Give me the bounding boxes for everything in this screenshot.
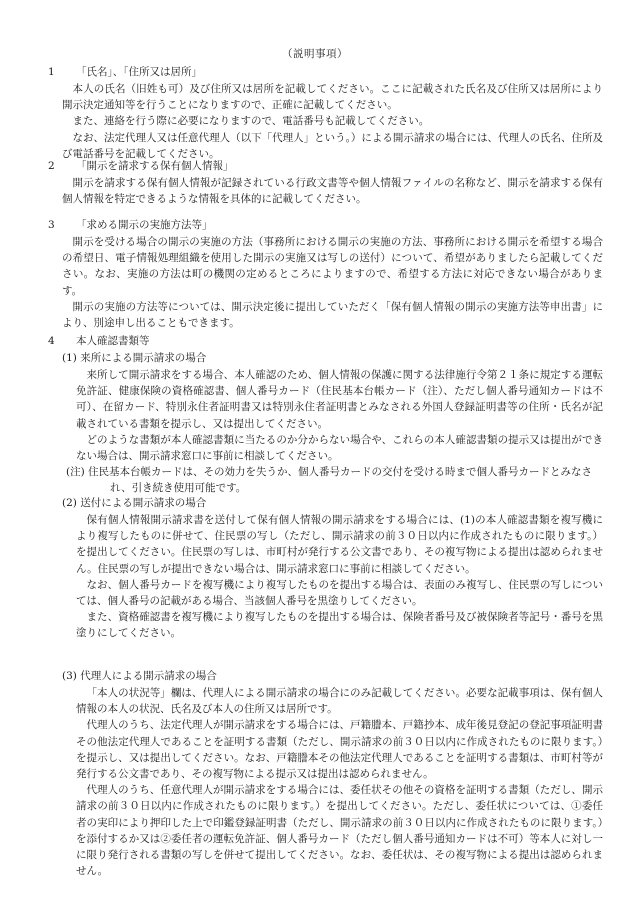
- section-number: 3: [48, 219, 55, 231]
- subsection-heading-by-mail: (2) 送付による開示請求の場合: [62, 497, 207, 509]
- section-number: 1: [48, 66, 55, 78]
- section-paragraph: 開示を受ける場合の開示の実施の方法（事務所における開示の実施の方法、事務所における開示を希望する場合の希望日、電子情報処理組織を使用した開示の実施又は写しの送付）について、希望がありましたら記載してください。なお、実施の方法は町の機関の定めるところによりますので、希望する方法に対応できない場合があります。: [62, 236, 603, 297]
- subsection-paragraph: 「本人の状況等」欄は、代理人による開示請求の場合にのみ記載してください。必要な記載事項は、保有個人情報の本人の状況、氏名及び本人の住所又は居所です。: [76, 687, 603, 716]
- section-title: 「開示を請求する保有個人情報」: [76, 160, 234, 172]
- subsection-heading-by-agent: (3) 代理人による開示請求の場合: [62, 670, 217, 682]
- subsection-heading-in-person: (1) 来所による開示請求の場合: [62, 352, 207, 364]
- subsection-by-agent: [48, 668, 603, 879]
- section-number: 2: [48, 160, 55, 172]
- subsection-paragraph: 代理人のうち、任意代理人が開示請求をする場合には、委任状その他その資格を証明する書類（ただし、開示請求の前３０日以内に作成されたものに限ります。）を提出してください。ただし、委任状については、①委任者の実印により押印した上で印鑑登録証明書（ただし、開示請求の前３０日以内に作成されたものに限ります。）を添付するか又は②委任者の運転免許証、個人番号カード（ただし個人番号通知カードは不可）等本人に対し一に限り発行される書類の写しを併せて提出してください。なお、委任状は、その複写物による提出は認められません。: [76, 784, 603, 878]
- section-paragraph: 開示を請求する保有個人情報が記録されている行政文書等や個人情報ファイルの名称など、開示を請求する保有個人情報を特定できるような情報を具体的に記載してください。: [62, 177, 603, 206]
- section-identity-documents: [48, 333, 603, 497]
- footnote-resident-card: (注) 住民基本台帳カードは、その効力を失うか、個人番号カードの交付を受ける時まで個人番号カードとみなされ、引き続き使用可能です。: [66, 466, 593, 495]
- subsection-paragraph: 来所して開示請求をする場合、本人確認のため、個人情報の保護に関する法律施行令第２１条に規定する運転免許証、健康保険の資格確認書、個人番号カード（住民基本台帳カード（注）、ただし個人番号通知カードは不可）、在留カード、特別永住者証明書又は特別永住者証明書とみなされる外国人登録証明書等の住所・氏名が記載されている書類を提示し、又は提出してください。: [76, 369, 603, 430]
- section-paragraph: なお、法定代理人又は任意代理人（以下「代理人」という。）による開示請求の場合には、代理人の氏名、住所及び電話番号を記載してください。: [62, 131, 603, 160]
- subsection-by-mail: [48, 495, 603, 642]
- section-number: 4: [48, 335, 55, 347]
- subsection-paragraph: 代理人のうち、法定代理人が開示請求をする場合には、戸籍謄本、戸籍抄本、成年後見登記の登記事項証明書その他法定代理人であることを証明する書類（ただし、開示請求の前３０日以内に作成されたものに限ります。）を提示し、又は提出してください。なお、戸籍謄本その他法定代理人であることを証明する書類は、市町村等が発行する公文書であり、その複写物による提示又は提出は認められません。: [76, 719, 603, 781]
- section-title: 「氏名」、「住所又は居所」: [76, 66, 202, 78]
- page-title: （説明事項）: [282, 48, 348, 60]
- section-heading: [48, 333, 603, 350]
- section-heading: [48, 64, 603, 81]
- section-heading: [48, 217, 603, 234]
- section-paragraph: 開示の実施の方法等については、開示決定後に提出していただく「保有個人情報の開示の実施方法等申出書」により、別途申し出ることもできます。: [62, 300, 603, 330]
- section-paragraph: また、連絡を行う際に必要になりますので、電話番号も記載してください。: [72, 115, 430, 128]
- section-paragraph: 本人の氏名（旧姓も可）及び住所又は居所を記載してください。ここに記載された氏名及び住所又は居所により開示決定通知等を行うことになりますので、正確に記載してください。: [62, 83, 603, 112]
- subsection-paragraph: なお、個人番号カードを複写機により複写したものを提出する場合は、表面のみ複写し、住民票の写しについては、個人番号の記載がある場合、当該個人番号を黒塗りしてください。: [76, 578, 603, 608]
- section-name-address: [48, 64, 603, 162]
- section-title: 「求める開示の実施方法等」: [76, 219, 213, 231]
- section-heading: [48, 158, 603, 175]
- subsection-paragraph: どのような書類が本人確認書類に当たるのか分からない場合や、これらの本人確認書類の提示又は提出ができない場合は、開示請求窓口に事前に相談してください。: [76, 433, 603, 463]
- section-requested-info: [48, 158, 603, 207]
- subsection-paragraph: 保有個人情報開示請求書を送付して保有個人情報の開示請求をする場合には、(1)の本人確認書類を複写機により複写したものに併せて、住民票の写し（ただし、開示請求の前３０日以内に作成されたものに限ります。）を提出してください。住民票の写しは、市町村が発行する公文書であり、その複写物による提出は認められません。住民票の写しが提出できない場合は、開示請求窓口に事前に相談してください。: [76, 514, 603, 575]
- section-title: 本人確認書類等: [76, 335, 150, 347]
- subsection-paragraph: また、資格確認書を複写機により複写したものを提出する場合は、保険者番号及び被保険者等記号・番号を黒塗りにしてください。: [76, 611, 603, 640]
- section-disclosure-method: [48, 217, 603, 331]
